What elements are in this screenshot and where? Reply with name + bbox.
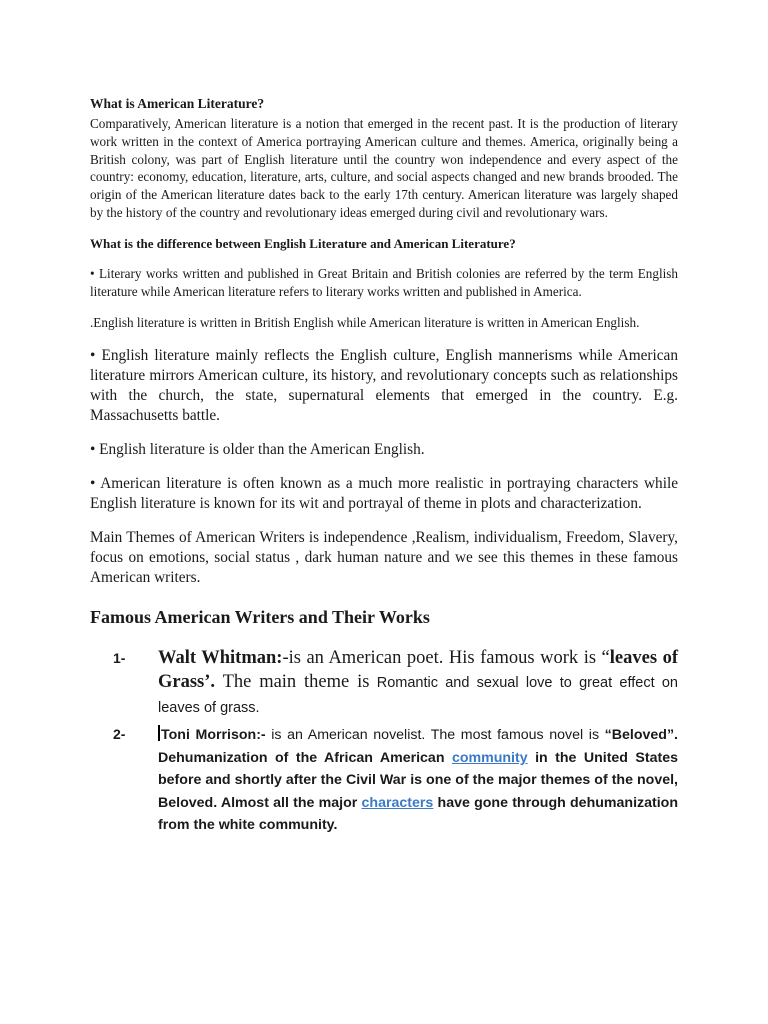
list-number: 1-	[113, 650, 126, 667]
main-themes-paragraph: Main Themes of American Writers is independence ,Realism, individualism, Freedom, Slavery, focus on emotions, social status , dark human nature and we see this themes in these famous American writers.	[90, 529, 678, 587]
point-1: • Literary works written and published in Great Britain and British colonies are referred by the term English literature while American literature refers to literary works written and published in America.	[90, 265, 678, 299]
heading-difference: What is the difference between English Literature and American Literature?	[90, 235, 516, 251]
writer-text: Dehumanization of the African American	[158, 749, 452, 766]
writer-text: The main theme is	[215, 672, 370, 693]
list-number: 2-	[113, 726, 126, 743]
point-2: .English literature is written in British English while American literature is written in American English.	[90, 315, 640, 331]
writer-text: in the United States before and shortly after the Civil War is one of the major themes of the novel, Beloved. Almost all the major	[158, 749, 678, 811]
writer-name: Toni Morrison:-	[161, 727, 266, 744]
intro-paragraph: Comparatively, American literature is a notion that emerged in the recent past. It is the production of literary work written in the context of America portraying American culture and themes. America, originally being a British colony, was part of English literature until the country won independence and every aspect of the country: economy, education, literature, arts, culture, and social aspects changed and new brands brooded. The origin of the American literature dates back to the early 17th century. American literature was largely shaped by the history of the country and revolutionary ideas emerged during civil and revolutionary wars.	[90, 116, 678, 220]
writer-work: leaves of Grass’.	[158, 648, 678, 693]
community-link[interactable]: community	[451, 749, 528, 766]
text-cursor	[158, 725, 160, 741]
writer-name: Walt Whitman:	[158, 648, 283, 669]
writer-description	[158, 646, 678, 720]
writer-text: -is an American poet. His famous work is “	[282, 648, 610, 669]
point-3: • English literature mainly reflects the English culture, English mannerisms while American literature mirrors American culture, its history, and revolutionary concepts such as relationships with the church, the state, supernatural elements that emerged in the country. E.g. Massachusetts battle.	[90, 347, 678, 425]
writer-work: “Beloved”.	[604, 727, 678, 744]
writer-item-morrison	[90, 724, 678, 837]
writer-text: Romantic and sexual love to great effect on leaves of grass.	[158, 675, 678, 717]
characters-link[interactable]: characters	[361, 794, 434, 811]
point-5: • American literature is often known as a much more realistic in portraying characters while English literature is known for its wit and portrayal of theme in plots and characterization.	[90, 475, 678, 513]
heading-what-is-american-literature: What is American Literature?	[90, 96, 265, 111]
writer-text: is an American novelist. The most famous novel is	[265, 727, 605, 744]
writer-description	[158, 724, 678, 837]
point-4: • English literature is older than the American English.	[90, 441, 425, 459]
section-heading-famous-writers: Famous American Writers and Their Works	[90, 607, 430, 628]
writer-text: have gone through dehumanization from the white community.	[158, 794, 678, 834]
writer-item-whitman	[90, 646, 678, 720]
